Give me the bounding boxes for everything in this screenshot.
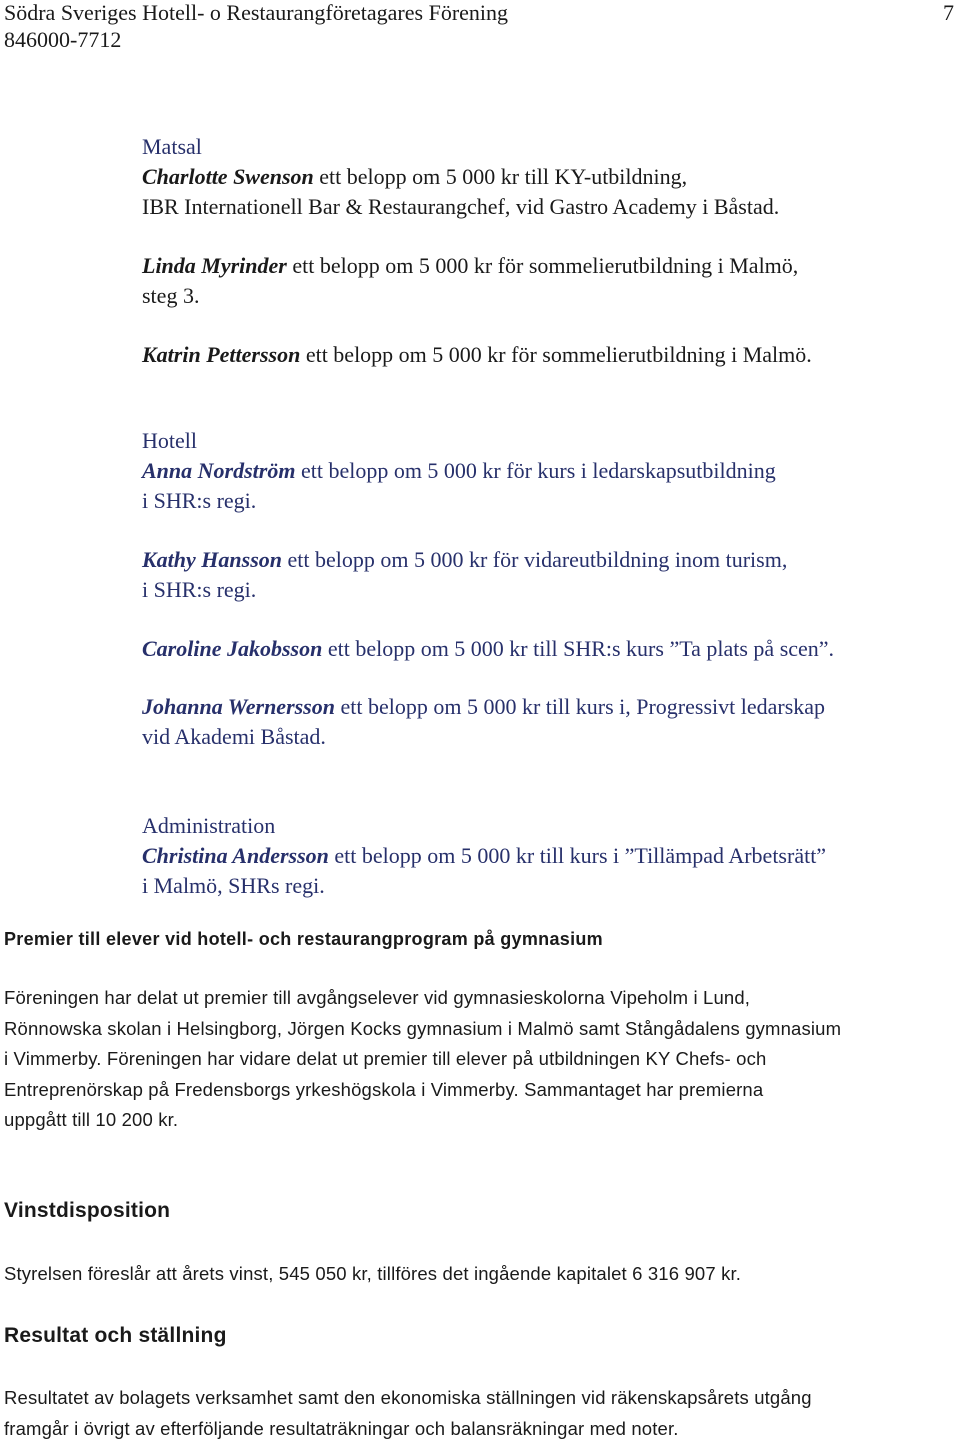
entry-text: steg 3. [142, 282, 200, 308]
recipient-name: Johanna Wernersson [142, 694, 335, 719]
entry-text: ett belopp om 5 000 kr till SHR:s kurs ”Ta plats på scen”. [322, 636, 835, 661]
recipient-name: Kathy Hansson [142, 547, 282, 572]
entry-text: ett belopp om 5 000 kr för vidareutbildning inom turism, [282, 547, 788, 572]
premier-paragraph [4, 983, 959, 1136]
category-matsal: Matsal [142, 134, 202, 159]
entry-text: ett belopp om 5 000 kr till KY-utbildning, [313, 164, 688, 189]
paragraph-line: framgår i övrigt av efterföljande resultaträkningar och balansräkningar med noter. [4, 1417, 679, 1439]
entry-text: i Malmö, SHRs regi. [142, 872, 325, 898]
recipient-name: Katrin Pettersson [142, 342, 301, 367]
paragraph-line: Rönnowska skolan i Helsingborg, Jörgen Kocks gymnasium i Malmö samt Stångådalens gymnasium [4, 1017, 842, 1039]
entry-text: ett belopp om 5 000 kr för sommelierutbildning i Malmö. [300, 342, 812, 367]
scholarship-entry [142, 692, 952, 751]
category-hotell: Hotell [142, 428, 197, 453]
paragraph-line: Resultatet av bolagets verksamhet samt den ekonomiska ställningen vid räkenskapsårets utgång [4, 1387, 812, 1408]
entry-text: i SHR:s regi. [142, 487, 257, 513]
header-org-number: 846000-7712 [4, 27, 122, 52]
paragraph-line: i Vimmerby. Föreningen har vidare delat ut premier till elever på utbildningen KY Chefs- och [4, 1048, 767, 1069]
scholarship-entry [142, 456, 952, 515]
category-administration: Administration [142, 813, 276, 838]
recipient-name: Anna Nordström [142, 458, 296, 483]
vinstdisposition-paragraph [4, 1259, 959, 1290]
scholarship-entry [142, 340, 952, 370]
scholarship-entry [142, 634, 952, 664]
entry-text: IBR Internationell Bar & Restaurangchef, vid Gastro Academy i Båstad. [142, 193, 780, 219]
scholarship-entry [142, 545, 952, 604]
entry-text: ett belopp om 5 000 kr till kurs i ”Tillämpad Arbetsrätt” [328, 843, 827, 868]
paragraph-line: uppgått till 10 200 kr. [4, 1109, 179, 1130]
entry-text: i SHR:s regi. [142, 576, 257, 602]
scholarship-entry [142, 251, 952, 310]
paragraph-line: Styrelsen föreslår att årets vinst, 545 050 kr, tillföres det ingående kapitalet 6 316 907 kr. [4, 1263, 742, 1284]
entry-text: vid Akademi Båstad. [142, 723, 326, 749]
scholarship-entry [142, 162, 952, 221]
recipient-name: Linda Myrinder [142, 253, 287, 278]
paragraph-line: Föreningen har delat ut premier till avgångselever vid gymnasieskolorna Vipeholm i Lund, [4, 987, 751, 1008]
premier-heading: Premier till elever vid hotell- och restaurangprogram på gymnasium [4, 929, 603, 949]
scholarship-entry [142, 841, 952, 900]
entry-text: ett belopp om 5 000 kr till kurs i, Progressivt ledarskap [334, 694, 826, 719]
entry-text: ett belopp om 5 000 kr för kurs i ledarskapsutbildning [295, 458, 776, 483]
resultat-paragraph [4, 1383, 959, 1444]
recipient-name: Charlotte Swenson [142, 164, 314, 189]
entry-text: ett belopp om 5 000 kr för sommelierutbildning i Malmö, [286, 253, 799, 278]
resultat-heading: Resultat och ställning [4, 1324, 227, 1347]
recipient-name: Christina Andersson [142, 843, 329, 868]
paragraph-line: Entreprenörskap på Fredensborgs yrkeshögskola i Vimmerby. Sammantaget har premierna [4, 1078, 764, 1100]
page-number: 7 [943, 0, 954, 25]
recipient-name: Caroline Jakobsson [142, 636, 323, 661]
vinstdisposition-heading: Vinstdisposition [4, 1199, 171, 1222]
header-organization: Södra Sveriges Hotell- o Restaurangföretagares Förening [4, 0, 509, 25]
